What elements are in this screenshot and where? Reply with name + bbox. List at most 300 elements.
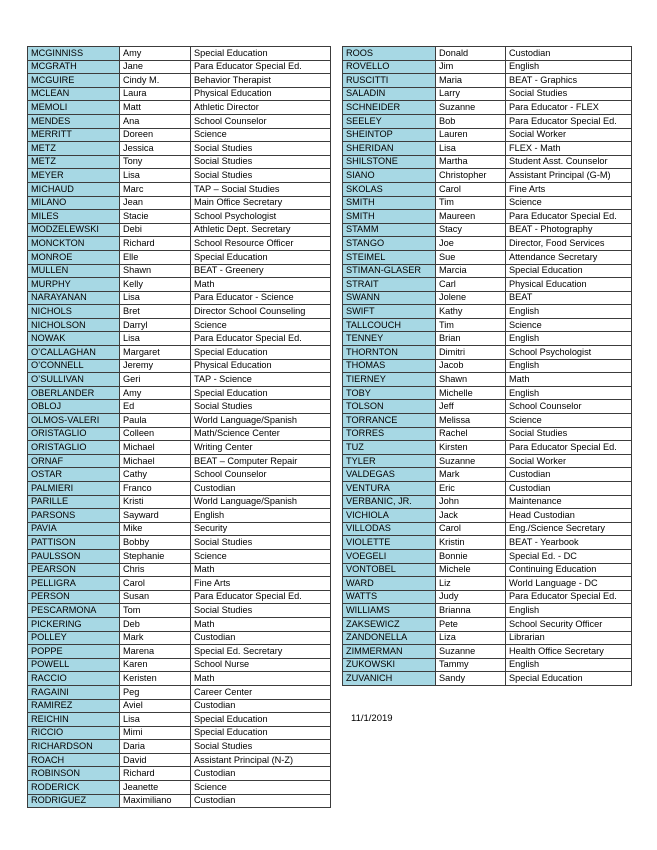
first-name-cell: Joe: [436, 237, 506, 251]
first-name-cell: Lisa: [120, 332, 191, 346]
last-name-cell: TYLER: [343, 454, 436, 468]
first-name-cell: Chris: [120, 563, 191, 577]
first-name-cell: Carol: [436, 522, 506, 536]
last-name-cell: STANGO: [343, 237, 436, 251]
staff-row: [28, 101, 331, 115]
staff-row: [28, 359, 331, 373]
last-name-cell: ORNAF: [28, 454, 120, 468]
staff-row: [343, 536, 632, 550]
last-name-cell: THORNTON: [343, 346, 436, 360]
position-cell: School Counselor: [191, 468, 331, 482]
position-cell: Para Educator Special Ed.: [506, 590, 632, 604]
first-name-cell: Kristi: [120, 495, 191, 509]
position-cell: FLEX - Math: [506, 142, 632, 156]
position-cell: Main Office Secretary: [191, 196, 331, 210]
staff-row: [28, 713, 331, 727]
first-name-cell: Maximiliano: [120, 794, 191, 808]
position-cell: Social Studies: [191, 536, 331, 550]
position-cell: Math: [191, 563, 331, 577]
first-name-cell: Jeff: [436, 400, 506, 414]
first-name-cell: Brian: [436, 332, 506, 346]
first-name-cell: Mark: [120, 631, 191, 645]
position-cell: Science: [506, 318, 632, 332]
last-name-cell: ROBINSON: [28, 767, 120, 781]
staff-row: [28, 645, 331, 659]
position-cell: English: [506, 332, 632, 346]
position-cell: Special Education: [506, 264, 632, 278]
first-name-cell: Michelle: [436, 386, 506, 400]
staff-table-right: [342, 46, 632, 686]
position-cell: Special Ed. - DC: [506, 549, 632, 563]
last-name-cell: RACCIO: [28, 672, 120, 686]
position-cell: Social Studies: [506, 427, 632, 441]
staff-row: [28, 536, 331, 550]
first-name-cell: Michele: [436, 563, 506, 577]
last-name-cell: METZ: [28, 155, 120, 169]
position-cell: Health Office Secretary: [506, 645, 632, 659]
staff-row: [343, 47, 632, 61]
first-name-cell: Carol: [120, 577, 191, 591]
staff-row: [28, 767, 331, 781]
last-name-cell: METZ: [28, 142, 120, 156]
position-cell: Custodian: [506, 47, 632, 61]
last-name-cell: NICHOLS: [28, 305, 120, 319]
first-name-cell: Jolene: [436, 291, 506, 305]
first-name-cell: Brianna: [436, 604, 506, 618]
position-cell: TAP – Social Studies: [191, 182, 331, 196]
staff-row: [343, 101, 632, 115]
position-cell: Assistant Principal (N-Z): [191, 753, 331, 767]
staff-row: [28, 305, 331, 319]
position-cell: Para Educator Special Ed.: [506, 114, 632, 128]
position-cell: Custodian: [191, 699, 331, 713]
last-name-cell: WARD: [343, 577, 436, 591]
position-cell: Science: [191, 781, 331, 795]
staff-row: [343, 441, 632, 455]
last-name-cell: OLMOS-VALERI: [28, 414, 120, 428]
last-name-cell: PAVIA: [28, 522, 120, 536]
position-cell: Head Custodian: [506, 509, 632, 523]
staff-row: [28, 427, 331, 441]
last-name-cell: MULLEN: [28, 264, 120, 278]
last-name-cell: O’CALLAGHAN: [28, 346, 120, 360]
first-name-cell: Mike: [120, 522, 191, 536]
position-cell: Student Asst. Counselor: [506, 155, 632, 169]
staff-row: [28, 549, 331, 563]
position-cell: Special Education: [506, 672, 632, 686]
staff-row: [343, 495, 632, 509]
staff-row: [343, 291, 632, 305]
position-cell: Social Studies: [191, 169, 331, 183]
staff-row: [28, 182, 331, 196]
staff-row: [28, 386, 331, 400]
last-name-cell: MERRITT: [28, 128, 120, 142]
first-name-cell: Kristin: [436, 536, 506, 550]
position-cell: World Language - DC: [506, 577, 632, 591]
staff-row: [28, 264, 331, 278]
first-name-cell: Doreen: [120, 128, 191, 142]
first-name-cell: Richard: [120, 237, 191, 251]
staff-row: [28, 781, 331, 795]
staff-row: [343, 468, 632, 482]
first-name-cell: Sandy: [436, 672, 506, 686]
position-cell: BEAT - Photography: [506, 223, 632, 237]
staff-row: [28, 495, 331, 509]
staff-row: [343, 182, 632, 196]
first-name-cell: Mimi: [120, 726, 191, 740]
position-cell: Para Educator - FLEX: [506, 101, 632, 115]
position-cell: BEAT: [506, 291, 632, 305]
staff-row: [28, 590, 331, 604]
staff-row: [343, 482, 632, 496]
position-cell: TAP - Science: [191, 373, 331, 387]
staff-row: [28, 47, 331, 61]
staff-row: [343, 128, 632, 142]
last-name-cell: PALMIERI: [28, 482, 120, 496]
staff-row: [343, 427, 632, 441]
first-name-cell: Tammy: [436, 658, 506, 672]
staff-row: [28, 468, 331, 482]
last-name-cell: TORRANCE: [343, 414, 436, 428]
last-name-cell: PICKERING: [28, 617, 120, 631]
last-name-cell: ZUKOWSKI: [343, 658, 436, 672]
staff-row: [343, 373, 632, 387]
staff-row: [343, 604, 632, 618]
position-cell: English: [506, 359, 632, 373]
position-cell: English: [191, 509, 331, 523]
first-name-cell: John: [436, 495, 506, 509]
staff-row: [28, 454, 331, 468]
first-name-cell: Jessica: [120, 142, 191, 156]
staff-row: [28, 169, 331, 183]
first-name-cell: Laura: [120, 87, 191, 101]
staff-row: [343, 386, 632, 400]
staff-row: [28, 753, 331, 767]
staff-row: [28, 699, 331, 713]
position-cell: Special Education: [191, 346, 331, 360]
last-name-cell: RAMIREZ: [28, 699, 120, 713]
first-name-cell: Ed: [120, 400, 191, 414]
position-cell: Director School Counseling: [191, 305, 331, 319]
first-name-cell: Tim: [436, 196, 506, 210]
last-name-cell: SHEINTOP: [343, 128, 436, 142]
staff-row: [28, 685, 331, 699]
staff-row: [343, 87, 632, 101]
last-name-cell: NOWAK: [28, 332, 120, 346]
position-cell: Social Studies: [191, 400, 331, 414]
first-name-cell: Maureen: [436, 210, 506, 224]
position-cell: Custodian: [191, 631, 331, 645]
first-name-cell: Paula: [120, 414, 191, 428]
position-cell: Custodian: [191, 767, 331, 781]
last-name-cell: VERBANIC, JR.: [343, 495, 436, 509]
position-cell: Writing Center: [191, 441, 331, 455]
last-name-cell: ORISTAGLIO: [28, 427, 120, 441]
staff-row: [343, 223, 632, 237]
first-name-cell: Jacob: [436, 359, 506, 373]
position-cell: Special Ed. Secretary: [191, 645, 331, 659]
last-name-cell: ROACH: [28, 753, 120, 767]
first-name-cell: Bonnie: [436, 549, 506, 563]
last-name-cell: STAMM: [343, 223, 436, 237]
last-name-cell: TOLSON: [343, 400, 436, 414]
first-name-cell: Marena: [120, 645, 191, 659]
first-name-cell: Cindy M.: [120, 74, 191, 88]
position-cell: Social Studies: [191, 740, 331, 754]
last-name-cell: OBLOJ: [28, 400, 120, 414]
staff-table-right-body: [343, 47, 632, 686]
first-name-cell: Jim: [436, 60, 506, 74]
staff-row: [28, 414, 331, 428]
last-name-cell: NICHOLSON: [28, 318, 120, 332]
first-name-cell: Jane: [120, 60, 191, 74]
last-name-cell: PARILLE: [28, 495, 120, 509]
first-name-cell: Tom: [120, 604, 191, 618]
staff-row: [343, 264, 632, 278]
staff-table-left-body: [28, 47, 331, 808]
first-name-cell: Larry: [436, 87, 506, 101]
position-cell: English: [506, 604, 632, 618]
first-name-cell: Darryl: [120, 318, 191, 332]
position-cell: Para Educator Special Ed.: [191, 60, 331, 74]
position-cell: English: [506, 386, 632, 400]
first-name-cell: Dimitri: [436, 346, 506, 360]
staff-row: [28, 400, 331, 414]
first-name-cell: Michael: [120, 454, 191, 468]
last-name-cell: RICCIO: [28, 726, 120, 740]
staff-row: [343, 509, 632, 523]
staff-row: [28, 128, 331, 142]
first-name-cell: Maria: [436, 74, 506, 88]
staff-table-left: [27, 46, 331, 808]
last-name-cell: RAGAINI: [28, 685, 120, 699]
position-cell: Para Educator Special Ed.: [191, 590, 331, 604]
first-name-cell: Franco: [120, 482, 191, 496]
position-cell: English: [506, 305, 632, 319]
position-cell: Special Education: [191, 386, 331, 400]
first-name-cell: Lauren: [436, 128, 506, 142]
first-name-cell: Kathy: [436, 305, 506, 319]
staff-row: [343, 414, 632, 428]
last-name-cell: TIERNEY: [343, 373, 436, 387]
last-name-cell: MODZELEWSKI: [28, 223, 120, 237]
first-name-cell: Michael: [120, 441, 191, 455]
last-name-cell: MCGRATH: [28, 60, 120, 74]
position-cell: Continuing Education: [506, 563, 632, 577]
last-name-cell: POWELL: [28, 658, 120, 672]
staff-row: [343, 237, 632, 251]
first-name-cell: David: [120, 753, 191, 767]
position-cell: Math: [506, 373, 632, 387]
last-name-cell: SIANO: [343, 169, 436, 183]
first-name-cell: Stacy: [436, 223, 506, 237]
staff-row: [28, 60, 331, 74]
staff-row: [343, 631, 632, 645]
last-name-cell: SHERIDAN: [343, 142, 436, 156]
position-cell: Science: [191, 549, 331, 563]
last-name-cell: MCLEAN: [28, 87, 120, 101]
first-name-cell: Christopher: [436, 169, 506, 183]
last-name-cell: SHILSTONE: [343, 155, 436, 169]
position-cell: World Language/Spanish: [191, 414, 331, 428]
position-cell: Assistant Principal (G-M): [506, 169, 632, 183]
staff-row: [343, 617, 632, 631]
last-name-cell: SALADIN: [343, 87, 436, 101]
position-cell: Custodian: [191, 794, 331, 808]
position-cell: School Psychologist: [191, 210, 331, 224]
position-cell: Physical Education: [191, 87, 331, 101]
last-name-cell: TALLCOUCH: [343, 318, 436, 332]
last-name-cell: TENNEY: [343, 332, 436, 346]
staff-row: [28, 740, 331, 754]
position-cell: Eng./Science Secretary: [506, 522, 632, 536]
staff-row: [28, 346, 331, 360]
first-name-cell: Karen: [120, 658, 191, 672]
first-name-cell: Eric: [436, 482, 506, 496]
last-name-cell: ROOS: [343, 47, 436, 61]
position-cell: Math: [191, 617, 331, 631]
last-name-cell: MEMOLI: [28, 101, 120, 115]
first-name-cell: Tim: [436, 318, 506, 332]
staff-row: [28, 142, 331, 156]
position-cell: Social Worker: [506, 454, 632, 468]
first-name-cell: Lisa: [120, 291, 191, 305]
staff-row: [28, 617, 331, 631]
position-cell: BEAT - Greenery: [191, 264, 331, 278]
first-name-cell: Amy: [120, 386, 191, 400]
position-cell: Special Education: [191, 713, 331, 727]
staff-row: [28, 373, 331, 387]
position-cell: Science: [506, 196, 632, 210]
position-cell: Physical Education: [506, 278, 632, 292]
position-cell: Para Educator Special Ed.: [506, 441, 632, 455]
staff-row: [28, 631, 331, 645]
first-name-cell: Shawn: [436, 373, 506, 387]
last-name-cell: STIMAN-GLASER: [343, 264, 436, 278]
first-name-cell: Richard: [120, 767, 191, 781]
first-name-cell: Sue: [436, 250, 506, 264]
position-cell: Athletic Dept. Secretary: [191, 223, 331, 237]
staff-row: [343, 142, 632, 156]
last-name-cell: ZANDONELLA: [343, 631, 436, 645]
staff-row: [343, 155, 632, 169]
first-name-cell: Liza: [436, 631, 506, 645]
staff-row: [343, 278, 632, 292]
staff-row: [28, 87, 331, 101]
last-name-cell: VOEGELI: [343, 549, 436, 563]
last-name-cell: PAULSSON: [28, 549, 120, 563]
last-name-cell: VALDEGAS: [343, 468, 436, 482]
first-name-cell: Sayward: [120, 509, 191, 523]
last-name-cell: ZIMMERMAN: [343, 645, 436, 659]
last-name-cell: PERSON: [28, 590, 120, 604]
staff-row: [28, 672, 331, 686]
first-name-cell: Jack: [436, 509, 506, 523]
position-cell: Math: [191, 672, 331, 686]
last-name-cell: SKOLAS: [343, 182, 436, 196]
last-name-cell: VONTOBEL: [343, 563, 436, 577]
first-name-cell: Melissa: [436, 414, 506, 428]
first-name-cell: Jean: [120, 196, 191, 210]
position-cell: Special Education: [191, 47, 331, 61]
staff-row: [28, 658, 331, 672]
staff-row: [28, 482, 331, 496]
first-name-cell: Marcia: [436, 264, 506, 278]
first-name-cell: Suzanne: [436, 645, 506, 659]
staff-row: [343, 60, 632, 74]
last-name-cell: RODERICK: [28, 781, 120, 795]
staff-row: [343, 346, 632, 360]
first-name-cell: Martha: [436, 155, 506, 169]
first-name-cell: Suzanne: [436, 101, 506, 115]
last-name-cell: VIOLETTE: [343, 536, 436, 550]
position-cell: School Resource Officer: [191, 237, 331, 251]
first-name-cell: Ana: [120, 114, 191, 128]
position-cell: Social Studies: [191, 155, 331, 169]
last-name-cell: RICHARDSON: [28, 740, 120, 754]
last-name-cell: MILANO: [28, 196, 120, 210]
last-name-cell: POPPE: [28, 645, 120, 659]
last-name-cell: POLLEY: [28, 631, 120, 645]
last-name-cell: SWANN: [343, 291, 436, 305]
last-name-cell: TOBY: [343, 386, 436, 400]
position-cell: English: [506, 658, 632, 672]
last-name-cell: NARAYANAN: [28, 291, 120, 305]
last-name-cell: PESCARMONA: [28, 604, 120, 618]
staff-row: [28, 114, 331, 128]
first-name-cell: Tony: [120, 155, 191, 169]
staff-row: [28, 577, 331, 591]
first-name-cell: Carl: [436, 278, 506, 292]
position-cell: Librarian: [506, 631, 632, 645]
last-name-cell: SMITH: [343, 196, 436, 210]
staff-row: [28, 278, 331, 292]
position-cell: Custodian: [506, 468, 632, 482]
first-name-cell: Debi: [120, 223, 191, 237]
first-name-cell: Stacie: [120, 210, 191, 224]
first-name-cell: Elle: [120, 250, 191, 264]
last-name-cell: MONROE: [28, 250, 120, 264]
first-name-cell: Jeremy: [120, 359, 191, 373]
staff-row: [28, 441, 331, 455]
first-name-cell: Stephanie: [120, 549, 191, 563]
staff-row: [343, 210, 632, 224]
position-cell: English: [506, 60, 632, 74]
last-name-cell: PARSONS: [28, 509, 120, 523]
first-name-cell: Marc: [120, 182, 191, 196]
staff-row: [343, 645, 632, 659]
position-cell: Social Studies: [191, 142, 331, 156]
position-cell: School Counselor: [506, 400, 632, 414]
position-cell: School Psychologist: [506, 346, 632, 360]
first-name-cell: Amy: [120, 47, 191, 61]
first-name-cell: Shawn: [120, 264, 191, 278]
position-cell: Para Educator Special Ed.: [191, 332, 331, 346]
position-cell: BEAT – Computer Repair: [191, 454, 331, 468]
staff-row: [28, 250, 331, 264]
staff-row: [28, 291, 331, 305]
position-cell: Security: [191, 522, 331, 536]
staff-row: [343, 577, 632, 591]
last-name-cell: MILES: [28, 210, 120, 224]
last-name-cell: MURPHY: [28, 278, 120, 292]
first-name-cell: Matt: [120, 101, 191, 115]
position-cell: Science: [506, 414, 632, 428]
first-name-cell: Peg: [120, 685, 191, 699]
last-name-cell: ZAKSEWICZ: [343, 617, 436, 631]
first-name-cell: Geri: [120, 373, 191, 387]
last-name-cell: STEIMEL: [343, 250, 436, 264]
